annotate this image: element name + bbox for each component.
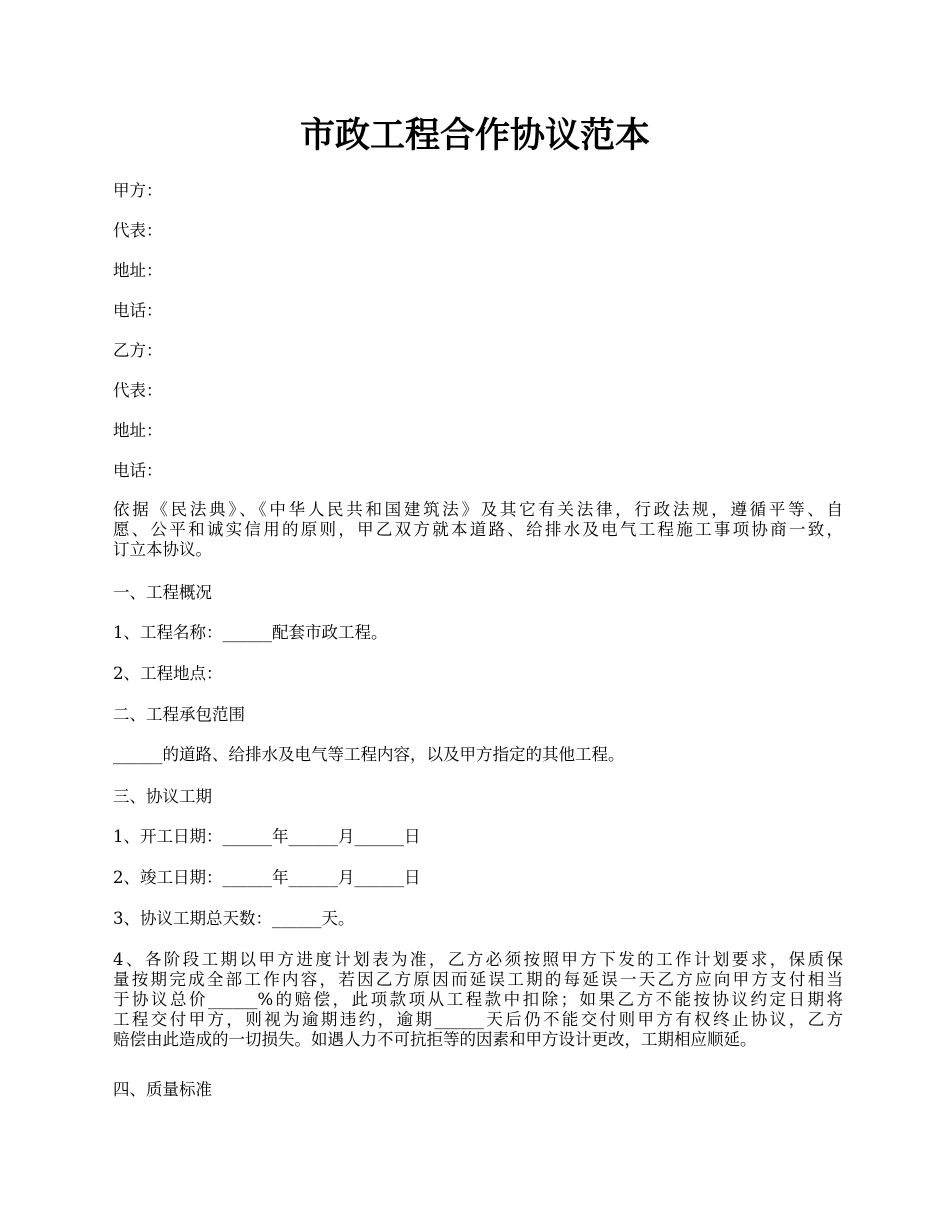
preamble-line: 愿、公平和诚实信用的原则，甲乙双方就本道路、给排水及电气工程施工事项协商一致， (113, 520, 843, 539)
preamble-paragraph (113, 500, 843, 560)
party-b-phone: 电话： (113, 461, 163, 480)
party-a-label: 甲方： (113, 181, 163, 200)
section-3-heading: 三、协议工期 (113, 787, 212, 806)
schedule-terms-line: 于协议总价______%的赔偿，此项款项从工程款中扣除；如果乙方不能按协议约定日期将 (113, 990, 843, 1009)
schedule-terms-line: 量按期完成全部工作内容，若因乙方原因而延误工期的每延误一天乙方应向甲方支付相当 (113, 970, 843, 989)
section-2-heading: 二、工程承包范围 (113, 705, 245, 724)
party-a-representative: 代表： (113, 221, 163, 240)
completion-date-item: 2、竣工日期：______年______月______日 (113, 868, 421, 887)
party-a-phone: 电话： (113, 301, 163, 320)
project-location-item: 2、工程地点： (113, 664, 223, 683)
schedule-terms-line: 4、各阶段工期以甲方进度计划表为准，乙方必须按照甲方下发的工作计划要求，保质保 (113, 950, 843, 969)
start-date-item: 1、开工日期：______年______月______日 (113, 827, 421, 846)
total-days-item: 3、协议工期总天数：______天。 (113, 909, 355, 928)
preamble-line: 依据《民法典》、《中华人民共和国建筑法》及其它有关法律，行政法规，遵循平等、自 (113, 500, 843, 519)
section-4-heading: 四、质量标准 (113, 1080, 212, 1099)
party-b-address: 地址： (113, 421, 163, 440)
schedule-terms-line: 工程交付甲方，则视为逾期违约，逾期______天后仍不能交付则甲方有权终止协议，乙方 (113, 1010, 843, 1029)
preamble-line: 订立本协议。 (113, 540, 212, 559)
schedule-terms-line: 赔偿由此造成的一切损失。如遇人力不可抗拒等的因素和甲方设计更改，工期相应顺延。 (113, 1030, 757, 1049)
party-b-representative: 代表： (113, 381, 163, 400)
schedule-terms-paragraph (113, 950, 843, 1050)
document-title: 市政工程合作协议范本 (299, 115, 650, 156)
party-a-address: 地址： (113, 261, 163, 280)
party-b-label: 乙方： (113, 341, 163, 360)
project-name-item: 1、工程名称：______配套市政工程。 (113, 623, 388, 642)
scope-paragraph: ______的道路、给排水及电气等工程内容，以及甲方指定的其他工程。 (113, 745, 625, 764)
section-1-heading: 一、工程概况 (113, 583, 212, 602)
